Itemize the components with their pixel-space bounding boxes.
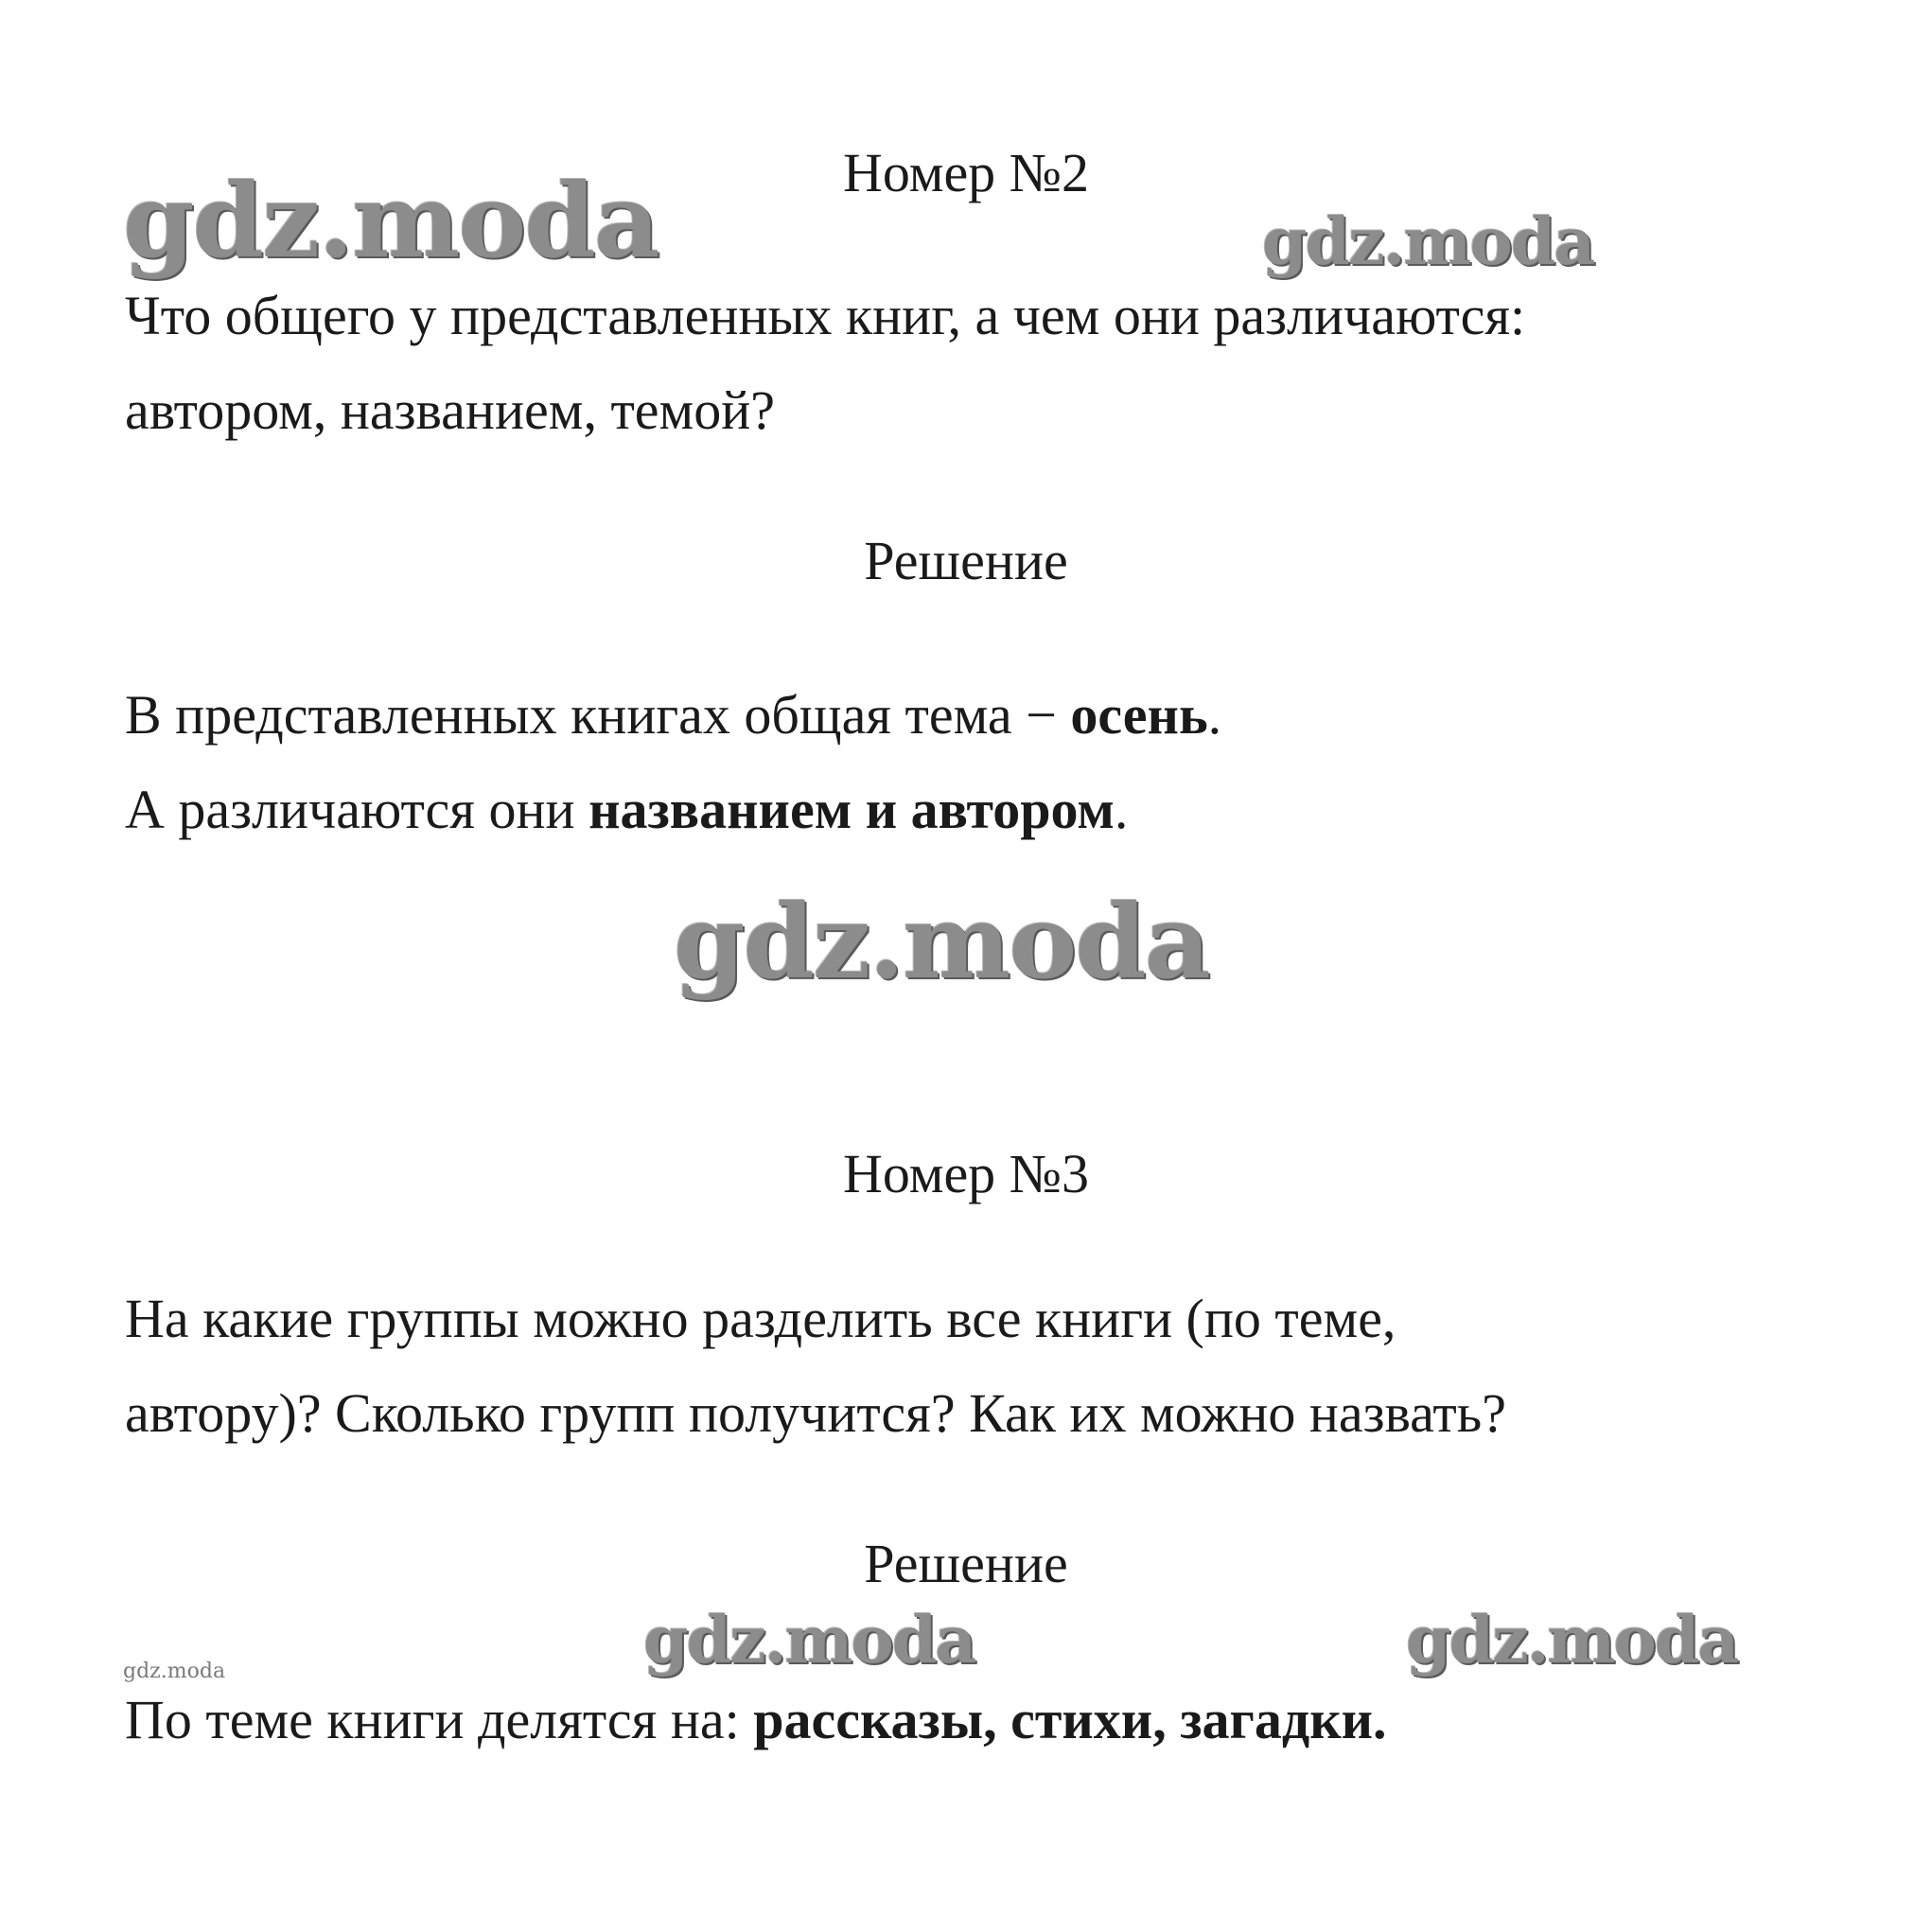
task2-question-line2: автором, названием, темой?: [125, 379, 776, 441]
answer-highlight: рассказы, стихи, загадки.: [753, 1689, 1387, 1750]
task3-question-line1: На какие группы можно разделить все книги (по теме,: [125, 1288, 1396, 1349]
task2-answer-line2: [125, 763, 1128, 857]
watermark-logo: gdz.moda: [123, 162, 659, 281]
answer-highlight: осень: [1070, 684, 1208, 746]
task3-solution-heading: Решение: [864, 1533, 1068, 1594]
task3-heading: Номер №3: [842, 1143, 1090, 1204]
watermark-logo: gdz.moda: [1262, 204, 1594, 280]
answer-text: А различаются они: [125, 779, 589, 840]
watermark-logo: gdz.moda: [1406, 1603, 1738, 1678]
answer-text: В представленных книгах общая тема −: [125, 684, 1071, 746]
task3-question-line2: автору)? Сколько групп получится? Как их можно назвать?: [125, 1382, 1506, 1444]
answer-text: По теме книги делятся на:: [125, 1689, 754, 1750]
task3-answer-line: [125, 1673, 1387, 1767]
task2-heading: Номер №2: [842, 142, 1090, 203]
answer-highlight: названием и автором: [588, 779, 1115, 840]
watermark-logo-small: gdz.moda: [123, 1660, 226, 1683]
watermark-logo: gdz.moda: [643, 1603, 975, 1678]
task2-question-line1: Что общего у представленных книг, а чем они различаются:: [125, 285, 1526, 346]
answer-punctuation: .: [1114, 779, 1129, 840]
answer-punctuation: .: [1207, 684, 1222, 746]
watermark-logo: gdz.moda: [674, 883, 1209, 1002]
task2-answer-line1: [125, 668, 1221, 763]
task2-solution-heading: Решение: [864, 530, 1068, 591]
